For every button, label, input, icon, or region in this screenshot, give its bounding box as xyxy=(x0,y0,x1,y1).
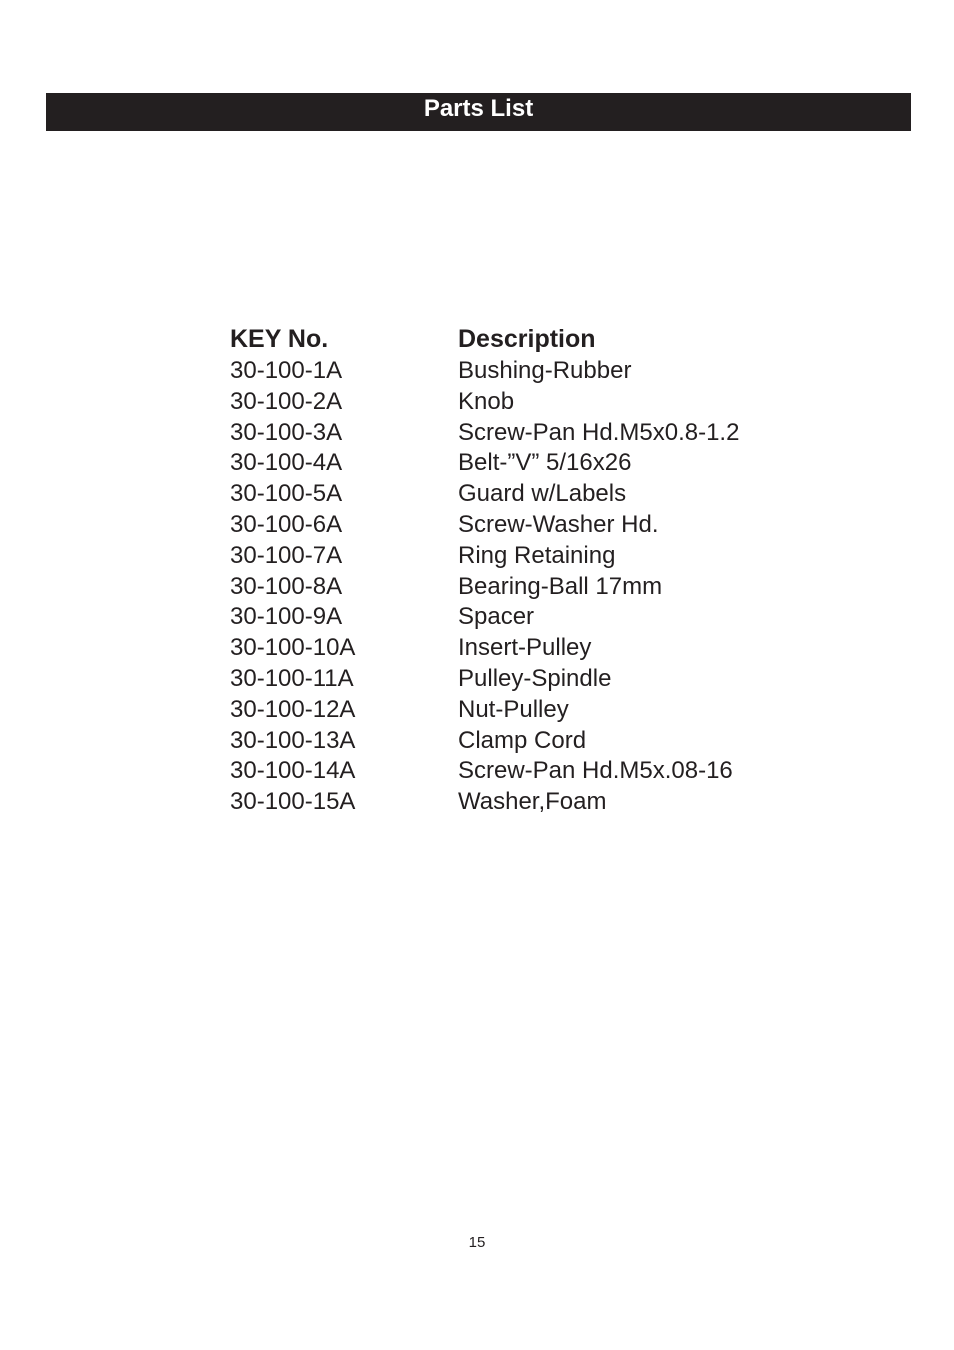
part-key-number: 30-100-9A xyxy=(230,603,343,631)
part-description: Bearing-Ball 17mm xyxy=(458,572,663,600)
part-description: Guard w/Labels xyxy=(458,480,627,508)
table-row xyxy=(230,541,739,572)
part-description: Clamp Cord xyxy=(458,726,587,754)
table-row xyxy=(230,448,739,479)
table-row xyxy=(230,756,739,787)
table-row xyxy=(230,695,739,726)
part-key-number: 30-100-1A xyxy=(230,357,343,384)
part-key-number: 30-100-10A xyxy=(230,634,356,662)
part-key-number: 30-100-5A xyxy=(230,480,343,508)
table-row xyxy=(230,418,739,449)
part-description: Belt-”V” 5/16x26 xyxy=(458,449,632,477)
table-row xyxy=(230,387,739,418)
table-row xyxy=(230,510,739,541)
part-description: Insert-Pulley xyxy=(458,634,592,662)
part-key-number: 30-100-8A xyxy=(230,572,343,600)
part-key-number: 30-100-13A xyxy=(230,726,356,754)
table-row xyxy=(230,479,739,510)
page-number: 15 xyxy=(468,1234,486,1251)
table-header-row xyxy=(230,323,739,356)
parts-table-body xyxy=(230,356,739,818)
table-row xyxy=(230,602,739,633)
part-key-number: 30-100-3A xyxy=(230,418,343,446)
part-description: Bushing-Rubber xyxy=(458,357,632,384)
column-header-key-no: KEY No. xyxy=(230,325,329,353)
part-description: Nut-Pulley xyxy=(458,695,569,723)
part-description: Spacer xyxy=(458,603,535,631)
column-header-description: Description xyxy=(458,325,596,353)
part-description: Screw-Pan Hd.M5x0.8-1.2 xyxy=(458,418,740,446)
part-key-number: 30-100-2A xyxy=(230,387,343,415)
part-key-number: 30-100-7A xyxy=(230,541,343,569)
table-row xyxy=(230,726,739,757)
part-description: Screw-Washer Hd. xyxy=(458,510,659,538)
part-key-number: 30-100-4A xyxy=(230,449,343,477)
part-key-number: 30-100-15A xyxy=(230,788,356,816)
part-description: Knob xyxy=(458,387,515,415)
table-row xyxy=(230,787,739,818)
table-row xyxy=(230,356,739,387)
parts-list-table xyxy=(230,323,739,818)
part-description: Screw-Pan Hd.M5x.08-16 xyxy=(458,757,733,785)
part-key-number: 30-100-14A xyxy=(230,757,356,785)
part-description: Washer,Foam xyxy=(458,788,607,816)
table-row xyxy=(230,572,739,603)
table-row xyxy=(230,633,739,664)
table-row xyxy=(230,664,739,695)
page-title: Parts List xyxy=(46,93,911,131)
part-key-number: 30-100-11A xyxy=(230,664,354,692)
part-key-number: 30-100-12A xyxy=(230,695,356,723)
part-description: Ring Retaining xyxy=(458,541,616,569)
part-description: Pulley-Spindle xyxy=(458,664,612,692)
part-key-number: 30-100-6A xyxy=(230,510,343,538)
